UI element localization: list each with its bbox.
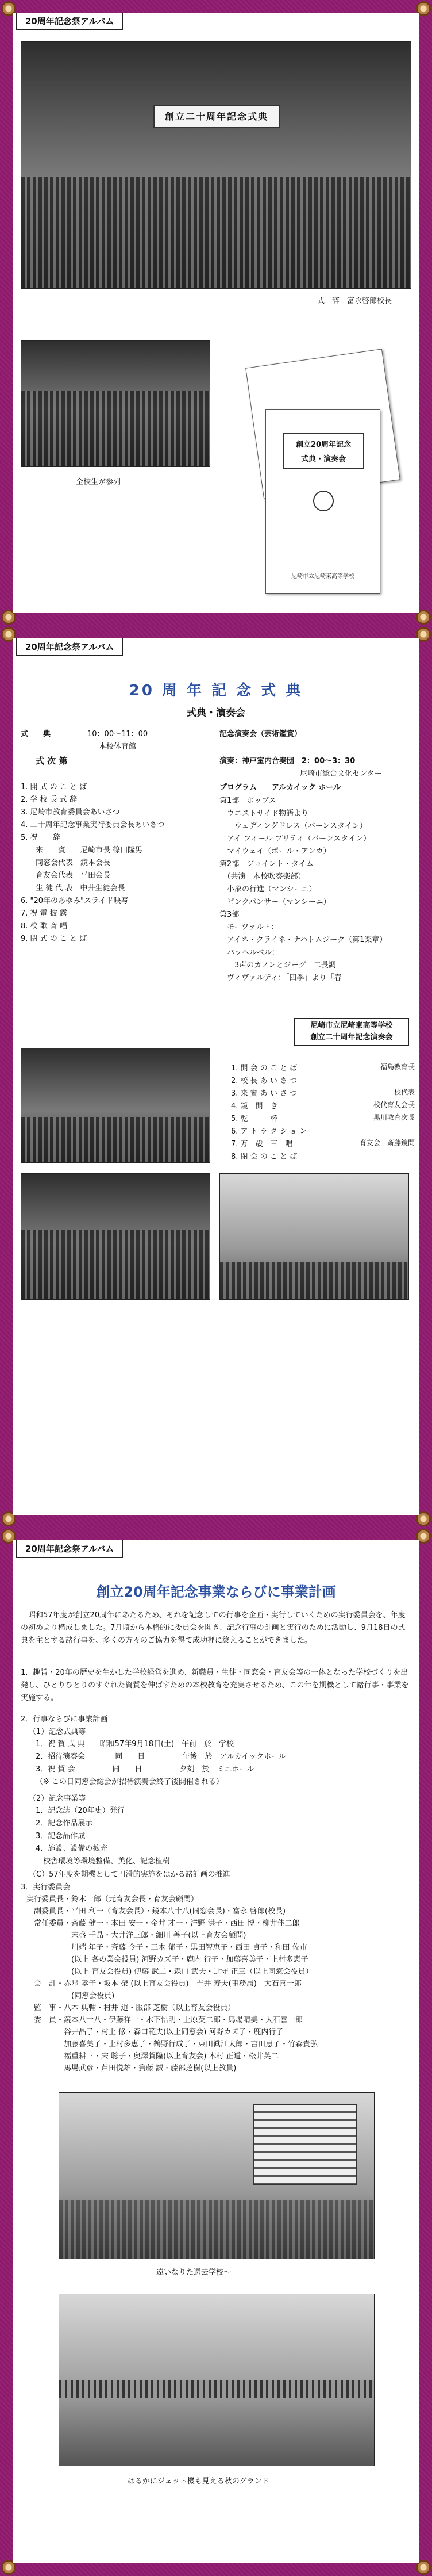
concert-photo	[21, 1048, 210, 1163]
item2-heading: 2．行事ならびに事業計画	[21, 1715, 108, 1724]
party-item	[231, 1100, 415, 1112]
pamphlet-title: 創立20周年記念	[295, 441, 352, 449]
ceremony-title: 20 周 年 記 念 式 典	[129, 682, 303, 699]
program-item: アイネ・クライネ・ナハトムジーク（第1楽章）	[219, 936, 387, 944]
item1-text: 1．趣旨・20年の歴史を生かした学校経営を進め、新職員・生徒・同窓会・育友会等の一体となった学校づくりを出発し、ひとりひとりのすぐれた資質を伸ばすための本校教育を充実させるため、この年を期機として諸行事・事業を実施する。	[21, 1668, 409, 1702]
program-item: （共演 本校吹奏楽部）	[219, 872, 306, 881]
left-order: 式 次 第	[36, 756, 68, 766]
committee-line: (同窓会役員)	[26, 1992, 115, 2000]
event-item: 1．祝 賀 式 典 昭和57年9月18日(土) 午前 於 学校	[36, 1740, 234, 1748]
committee-line: 川端 年子・斉藤 令子・三木 郁子・黒田智恵子・西田 貞子・和田 佐市	[26, 1943, 307, 1952]
note-c: （C）57年度を期機として円滑的実施をはかる諸計画の推進	[29, 1870, 230, 1879]
school-emblem-icon	[313, 491, 334, 511]
project-item: 2．記念作品展示	[36, 1819, 93, 1828]
party-item	[231, 1138, 415, 1150]
program-item: マイウェイ（ポール・アンカ）	[219, 847, 331, 856]
events-list	[36, 1738, 409, 1789]
party-item-label: 4. 鏡 開 き	[231, 1102, 278, 1111]
party-item-label: 8. 閉 会 の こ と ば	[231, 1153, 298, 1161]
ceremony-order-item: 同窓会代表 鏡本会長	[21, 859, 111, 867]
committee-line: (以上 育友会役員) 伊藤 武二・森口 武夫・辻守 正三（以上同窓会役員）	[26, 1968, 313, 1976]
students-photo	[21, 340, 210, 467]
right-place: 演奏：神戸室内合奏団 2：00～3：30	[219, 757, 356, 765]
left-items-list	[21, 781, 210, 946]
album-label: 20周年記念祭アルバム	[16, 13, 123, 30]
right-program: プログラム アルカイック ホール	[219, 783, 341, 792]
project-item: 4．施設、設備の拡充	[36, 1844, 108, 1853]
program-item: ヴィヴァルディ：「四季」より「春」	[219, 974, 349, 982]
album-page-2	[0, 626, 432, 1528]
party-item-label: 7. 万 歳 三 唱	[231, 1140, 293, 1149]
program-item: ウエストサイド物語より	[219, 809, 309, 818]
album-paper	[13, 1540, 419, 2563]
committee-line: (以上 各の業会役員) 河野カズ子・鹿内 行子・加藤喜美子・上村多恵子	[26, 1955, 308, 1964]
sub2-heading: （2）記念事業等	[29, 1794, 86, 1803]
committee-line: 会 計・赤星 孝子・坂本 榮 (以上育友会役員) 吉井 寿夫(事務局) 大石喜一郎	[26, 1980, 302, 1988]
party-item-note: 校代育友会長	[373, 1101, 415, 1109]
ceremony-order-item: 5. 祝 辞	[21, 833, 60, 842]
project-title: 創立20周年記念事業ならびに事業計画	[96, 1584, 336, 1600]
album-paper	[13, 638, 419, 1515]
party-stage-photo	[219, 1173, 409, 1300]
sub1-heading: （1）記念式典等	[29, 1728, 86, 1736]
party-item-label: 1. 開 会 の こ と ば	[231, 1064, 298, 1073]
party-item-note: 黒川教育次長	[373, 1113, 415, 1122]
program-item: 第1部 ポップス	[219, 797, 276, 805]
party-item	[231, 1125, 415, 1138]
caption-students: 全校生が参列	[76, 478, 121, 487]
projects-list	[36, 1805, 409, 1868]
ground-photo	[59, 2294, 375, 2466]
program-item: ウェディングドレス（バーンスタイン）	[219, 822, 367, 830]
party-item-label: 6. ア ト ラ ク シ ョ ン	[231, 1127, 307, 1136]
caption-land: 遠いなりた過去学校～	[156, 2268, 232, 2277]
stage-sign: 創立二十周年記念式典	[153, 105, 280, 128]
committee-line: 末盛 千晶・大井洋三郎・細川 善子(以上育友会顧問)	[26, 1931, 246, 1940]
right-venue: 尼崎市総合文化センター	[300, 770, 382, 778]
album-label: 20周年記念祭アルバム	[16, 1540, 123, 1558]
intro-text: 昭和57年度が創立20周年にあたるため、それを記念しての行事を企画・実行していくための実行委員会を、年度の初めより構成しました。7月頃から本格的に委員会を開き、記念行事の計画と実行のために活動し、9月18日の式典を主とする諸行事を、多くの方々のご協力を得て成功裡に終えることができました。	[21, 1611, 406, 1645]
ceremony-order-item: 1. 開 式 の こ と ば	[21, 783, 87, 791]
concert-banner	[294, 1018, 409, 1046]
project-item: 校舎環境等環境整備、美化、記念植樹	[36, 1857, 171, 1866]
album-page-1	[0, 0, 432, 626]
party-items-list	[231, 1062, 415, 1163]
committee-line: 福重耕三・宋 聡子・奥澤賀隆(以上育友会) 木村 正道・松井英二	[26, 2052, 279, 2061]
album-page-3	[0, 1528, 432, 2576]
ceremony-subtitle: 式典・演奏会	[187, 707, 245, 719]
album-paper	[13, 13, 419, 613]
committee-line: 馬場武彦・芦田悦雄・簀藤 誠・藤部芝樹(以上教員)	[26, 2064, 237, 2073]
pamphlet-front	[265, 409, 380, 594]
ceremony-order-item: 2. 学 校 長 式 辞	[21, 795, 78, 804]
program-item: 第3部	[219, 910, 240, 919]
party-item-note: 福島教育長	[380, 1063, 415, 1071]
program-item: ピンクパンサー（マンシーニ）	[219, 898, 331, 906]
party-item	[231, 1074, 415, 1087]
committee-line: 副委員長・平田 利一（育友会長）・鏡本八十八(同窓会長)・富永 啓郎(校長)	[26, 1907, 286, 1916]
right-head: 記念演奏会（芸術鑑賞）	[219, 730, 302, 738]
ceremony-order-item: 3. 尼崎市教育委員会あいさつ	[21, 808, 120, 817]
left-time: 10：00～11：00	[87, 730, 148, 738]
party-item	[231, 1112, 415, 1125]
ceremony-order-item: 4. 二十周年記念事業実行委員会長あいさつ	[21, 821, 165, 829]
caption-ground: はるかにジェット機も見える秋のグランド	[128, 2477, 269, 2486]
left-place: 本校体育館	[99, 742, 137, 751]
item3-heading: 3．実行委員会	[21, 1883, 71, 1892]
party-photo	[21, 1173, 210, 1300]
party-item	[231, 1150, 415, 1163]
party-item-label: 2. 校 長 あ い さ つ	[231, 1077, 298, 1085]
banner-line1: 尼崎市立尼崎東高等学校	[310, 1021, 393, 1030]
committee-line: 委 員・鏡本八十八・伊藤祥一・木下悟明・上原英二郎・馬場晴美・大石喜一郎	[26, 2016, 303, 2024]
party-item	[231, 1087, 415, 1100]
party-item	[231, 1062, 415, 1074]
event-item: 2．招待演奏会 同 日 午後 於 アルカイックホール	[36, 1752, 286, 1761]
ceremony-order-item: 7. 祝 電 披 露	[21, 909, 67, 918]
program-item: モーツァルト：	[219, 923, 279, 932]
program-item: 第2部 ジョイント・タイム	[219, 860, 314, 868]
committee-list	[26, 1893, 411, 2074]
right-items-list	[219, 795, 415, 985]
party-item-label: 5. 乾 杯	[231, 1115, 278, 1123]
project-item: 1．記念誌（20年史）発行	[36, 1806, 125, 1815]
event-item: （※ この日同窓会総会が招待演奏会終了後開催される）	[36, 1778, 224, 1786]
event-item: 3．祝 賀 会 同 日 夕刻 於 ミニホール	[36, 1765, 254, 1774]
ceremony-order-item: 6. "20年のあゆみ"スライド映写	[21, 897, 129, 905]
schoolland-photo	[59, 2092, 375, 2259]
pamphlet-school: 尼崎市立尼崎東高等学校	[291, 573, 354, 580]
program-item: 3声のカノンとジーグ 二長調	[219, 961, 336, 970]
left-head: 式 典	[21, 730, 51, 738]
committee-line: 実行委員長・鈴木一郎（元育友会長・育友会顧問）	[26, 1895, 199, 1904]
ceremony-order-item: 8. 校 歌 斉 唱	[21, 922, 67, 931]
committee-line: 監 事・八木 典輔・村井 道・服部 芝樹（以上育友会役員）	[26, 2004, 236, 2012]
program-item: 小象の行進（マンシーニ）	[219, 885, 317, 894]
committee-line: 加藤喜美子・上村多恵子・鶴野行成子・東田眞江太郎・吉田恵子・竹森貴弘	[26, 2040, 318, 2049]
pamphlet-sub: 式典・演奏会	[300, 455, 346, 464]
ceremony-order-item: 9. 閉 式 の こ と ば	[21, 935, 87, 943]
caption-ceremony: 式 辞 富永啓郎校長	[317, 297, 392, 305]
ceremony-order-item: 来 賓 尼崎市長 篠田隆男	[21, 846, 143, 855]
ceremony-order-item: 育友会代表 平田会長	[21, 871, 111, 880]
party-item-note: 育友会 斎藤鏡問	[359, 1139, 415, 1147]
party-item-note: 校代表	[394, 1088, 415, 1096]
party-item-label: 3. 来 賓 あ い さ つ	[231, 1089, 298, 1098]
program-item: アイ フィール プリティ（バーンスタイン）	[219, 835, 371, 843]
program-item: バッヘルベル：	[219, 948, 280, 957]
ceremony-photo	[21, 41, 411, 289]
banner-line2: 創立二十周年記念演奏会	[310, 1033, 393, 1042]
project-item: 3．記念品作成	[36, 1832, 86, 1840]
ceremony-order-item: 生 徒 代 表 中井生徒会長	[21, 884, 125, 893]
committee-line: 常任委員・斎藤 健一・本田 安一・金井 才一・洋野 洪子・西田 博・柳井佳二郎	[26, 1919, 300, 1928]
album-label: 20周年記念祭アルバム	[16, 638, 123, 656]
committee-line: 谷井晶子・村上 修・森口範夫(以上同窓会) 河野カズ子・鹿内行子	[26, 2028, 284, 2037]
